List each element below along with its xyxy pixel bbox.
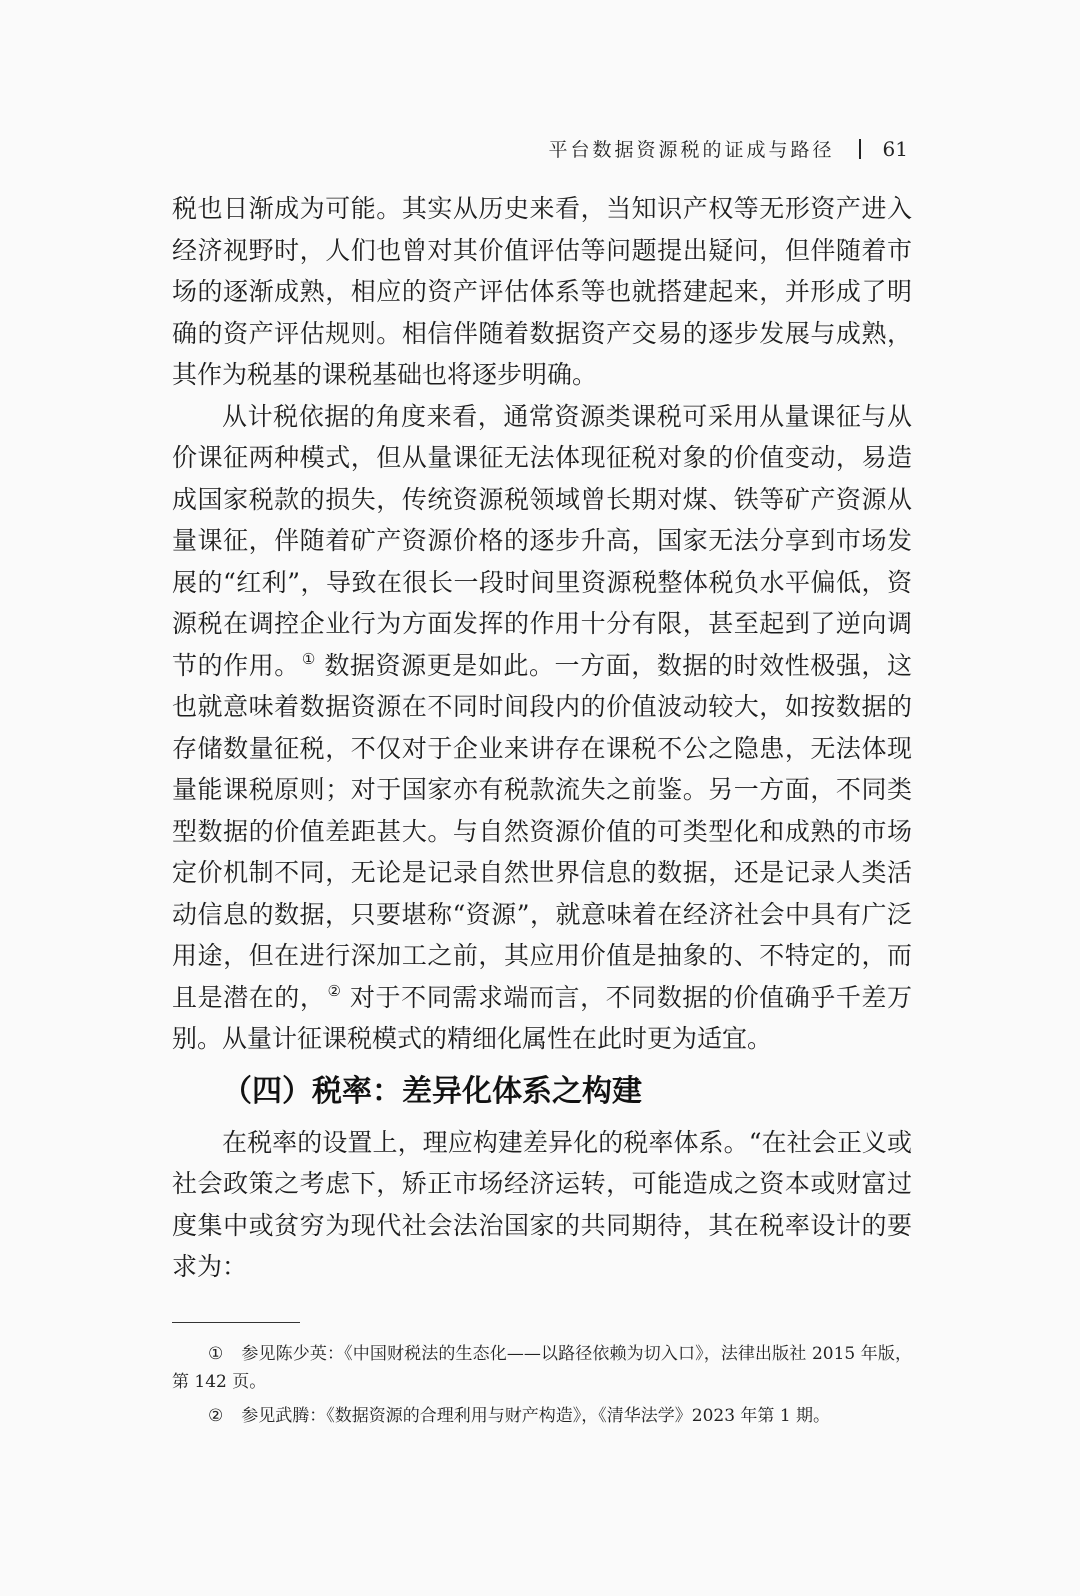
header-separator (859, 139, 861, 159)
paragraph-text-part1: 从计税依据的角度来看，通常资源类课税可采用从量课征与从价课征两种模式，但从量课征无法体现征税对象的价值变动，易造成国家税款的损失，传统资源税领域曾长期对煤、铁等矿产资源从量课征，伴随着矿产资源价格的逐步升高，国家无法分享到市场发展的“红利”，导致在很长一段时间里资源税整体税负水平偏低，资源税在调控企业行为方面发挥的作用十分有限，甚至起到了逆向调节的作用。 (172, 401, 912, 680)
footnote-ref-1[interactable]: ① (301, 650, 316, 669)
page-number: 61 (882, 136, 908, 161)
footnote-2 (172, 1402, 912, 1430)
footnote-ref-2[interactable]: ② (327, 982, 342, 1001)
running-header (549, 135, 908, 162)
main-text (172, 188, 912, 1288)
footnote-text: 参见陈少英：《中国财税法的生态化——以路径依赖为切入口》，法律出版社 2015 年版，第 142 页。 (172, 1344, 912, 1392)
paragraph-tax-basis (172, 396, 912, 1060)
footnote-text: 参见武腾：《数据资源的合理利用与财产构造》，《清华法学》2023 年第 1 期。 (241, 1406, 831, 1426)
footnote-1 (172, 1340, 912, 1396)
paragraph-text-part2: 数据资源更是如此。一方面，数据的时效性极强，这也就意味着数据资源在不同时间段内的价值波动较大，如按数据的存储数量征税，不仅对于企业来讲存在课税不公之隐患，无法体现量能课税原则；对于国家亦有税款流失之前鉴。另一方面，不同类型数据的价值差距甚大。与自然资源价值的可类型化和成熟的市场定价机制不同，无论是记录自然世界信息的数据，还是记录人类活动信息的数据，只要堪称“资源”，就意味着在经济社会中具有广泛用途，但在进行深加工之前，其应用价值是抽象的、不特定的，而且是潜在的， (172, 650, 912, 1012)
running-title: 平台数据资源税的证成与路径 (548, 139, 835, 161)
paragraph-continued: 税也日渐成为可能。其实从历史来看，当知识产权等无形资产进入经济视野时，人们也曾对其价值评估等问题提出疑问，但伴随着市场的逐渐成熟，相应的资产评估体系等也就搭建起来，并形成了明确的资产评估规则。相信伴随着数据资产交易的逐步发展与成熟，其作为税基的课税基础也将逐步明确。 (172, 194, 912, 389)
section-heading: （四）税率：差异化体系之构建 (222, 1073, 642, 1109)
paragraph-tax-rate: 在税率的设置上，理应构建差异化的税率体系。“在社会正义或社会政策之考虑下，矫正市场经济运转，可能造成之资本或财富过度集中或贫穷为现代社会法治国家的共同期待，其在税率设计的要求为： (172, 1127, 912, 1281)
footnote-divider (172, 1322, 300, 1323)
footnote-mark: ② (208, 1406, 224, 1426)
footnote-mark: ① (208, 1344, 224, 1364)
footnotes (172, 1340, 912, 1436)
paragraph-text-part3: 对于不同需求端而言，不同数据的价值确乎千差万别。从量计征课税模式的精细化属性在此时更为适宜。 (172, 982, 912, 1053)
